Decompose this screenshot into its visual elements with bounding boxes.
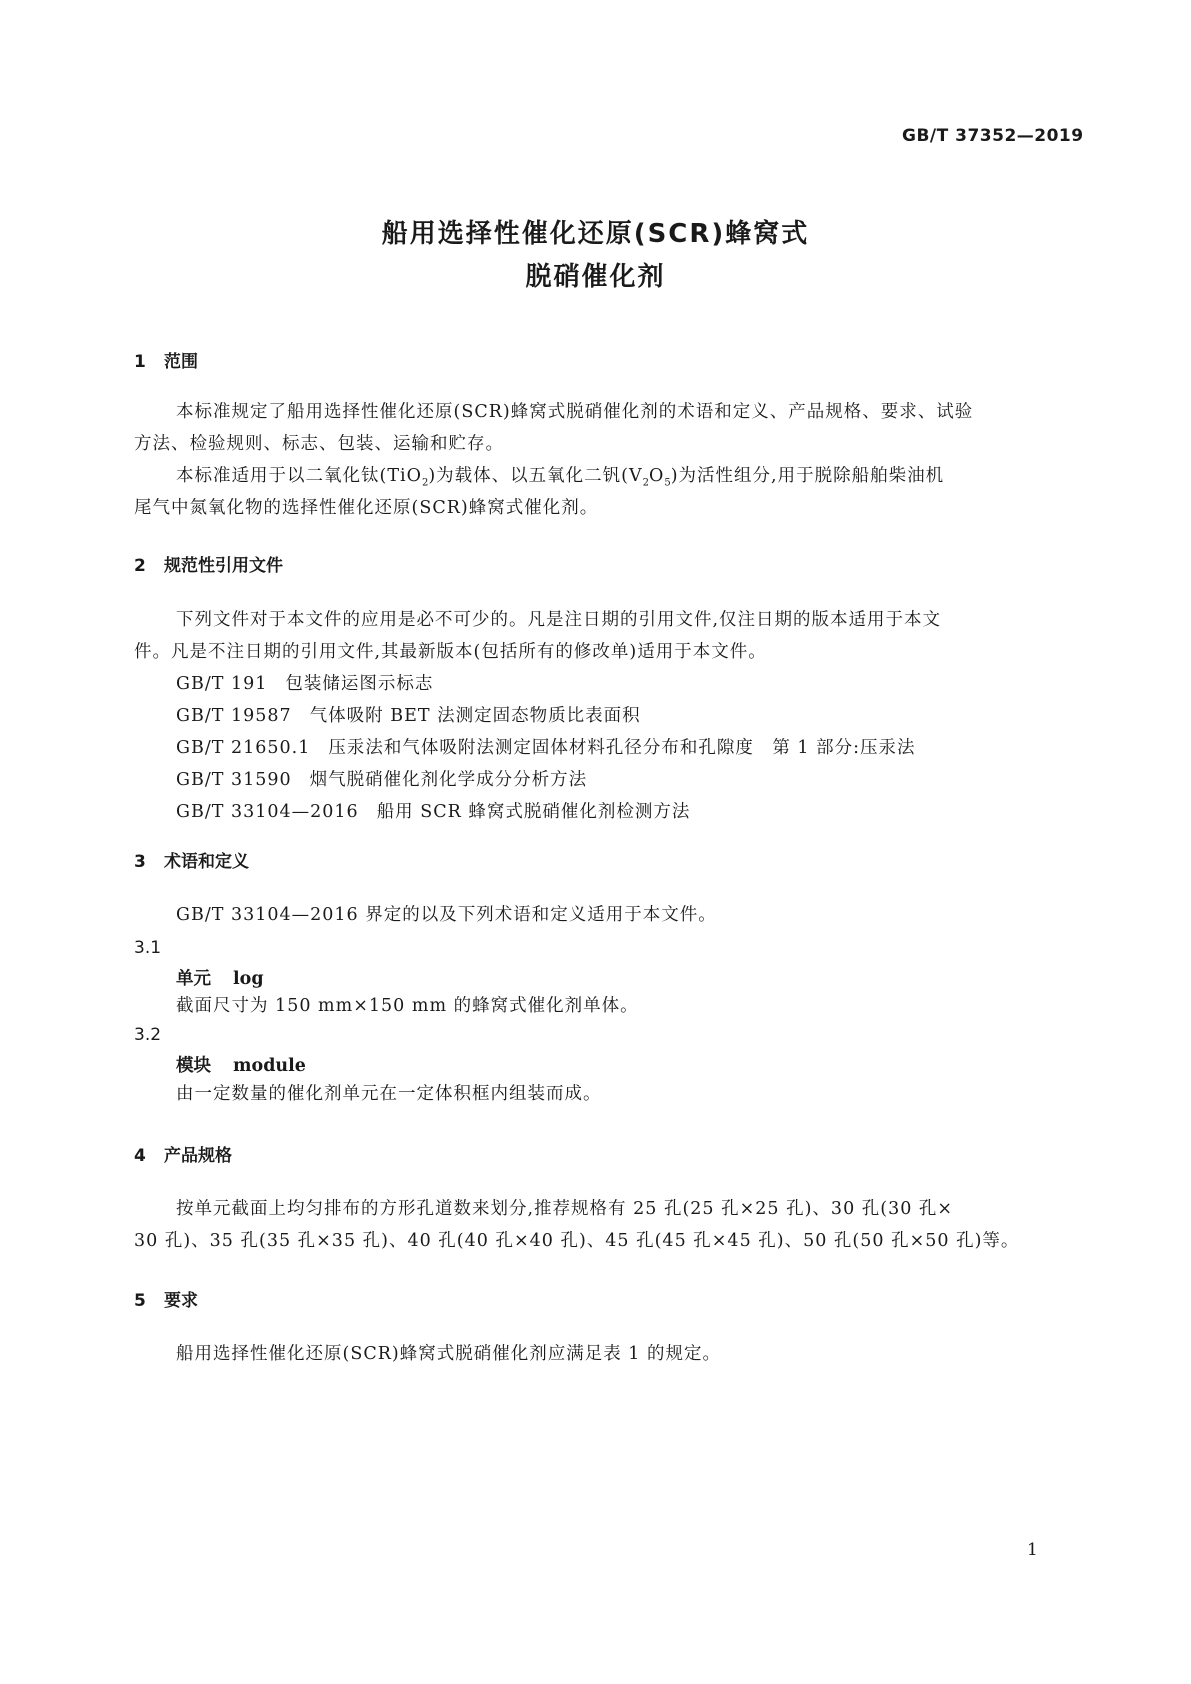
section-3-heading (134, 847, 249, 872)
section-title: 规范性引用文件 (164, 556, 283, 576)
section-1-heading (134, 347, 198, 372)
term-heading (176, 965, 264, 990)
term-en: module (233, 1056, 306, 1076)
reference-title: 气体吸附 BET 法测定固态物质比表面积 (309, 706, 641, 726)
section-1-paragraph-1-cont: 方法、检验规则、标志、包装、运输和贮存。 (134, 434, 504, 454)
term-number: 3.2 (134, 1025, 162, 1045)
section-1-paragraph-2-cont: 尾气中氮氧化物的选择性催化还原(SCR)蜂窝式催化剂。 (134, 498, 599, 518)
reference-code: GB/T 33104—2016 (176, 802, 359, 822)
reference-code: GB/T 191 (176, 674, 268, 694)
section-4-paragraph-1: 按单元截面上均匀排布的方形孔道数来划分,推荐规格有 25 孔(25 孔×25 孔)、30 孔(30 孔× (176, 1199, 954, 1219)
term-zh: 单元 (176, 969, 211, 989)
section-4-heading (134, 1141, 232, 1166)
section-3-paragraph-1: GB/T 33104—2016 界定的以及下列术语和定义适用于本文件。 (176, 905, 717, 925)
section-2-paragraph-1: 下列文件对于本文件的应用是必不可少的。凡是注日期的引用文件,仅注日期的版本适用于本文 (176, 610, 942, 630)
subscript: 2 (421, 477, 429, 489)
section-title: 范围 (164, 352, 198, 372)
term-en: log (233, 969, 264, 989)
section-5-heading (134, 1286, 198, 1311)
section-number: 1 (134, 352, 146, 372)
standard-number: GB/T 37352—2019 (902, 126, 1084, 146)
reference-title: 船用 SCR 蜂窝式脱硝催化剂检测方法 (376, 802, 691, 822)
text-run: )为载体、以五氧化二钒(V (428, 466, 643, 486)
section-4-paragraph-1-cont: 30 孔)、35 孔(35 孔×35 孔)、40 孔(40 孔×40 孔)、45 孔(45 孔×45 孔)、50 孔(50 孔×50 孔)等。 (134, 1231, 1020, 1251)
document-title-line2: 脱硝催化剂 (525, 262, 666, 292)
reference-item (176, 732, 916, 764)
reference-title: 包装储运图示标志 (285, 674, 434, 694)
term-number: 3.1 (134, 938, 162, 958)
reference-item (176, 796, 690, 828)
term-definition: 截面尺寸为 150 mm×150 mm 的蜂窝式催化剂单体。 (176, 996, 639, 1016)
section-number: 3 (134, 852, 146, 872)
reference-item (176, 668, 433, 700)
text-run: O (649, 466, 665, 486)
subscript: 5 (664, 477, 671, 489)
text-run: )为活性组分,用于脱除船舶柴油机 (670, 466, 945, 486)
reference-code: GB/T 19587 (176, 706, 292, 726)
section-5-paragraph-1: 船用选择性催化还原(SCR)蜂窝式脱硝催化剂应满足表 1 的规定。 (176, 1344, 721, 1364)
reference-item (176, 764, 587, 796)
section-number: 2 (134, 556, 146, 576)
subscript: 2 (642, 477, 649, 489)
text-run: 本标准适用于以二氧化钛(TiO (176, 466, 422, 486)
section-title: 要求 (164, 1291, 198, 1311)
reference-title: 烟气脱硝催化剂化学成分分析方法 (309, 770, 588, 790)
section-title: 产品规格 (164, 1146, 232, 1166)
section-number: 5 (134, 1291, 146, 1311)
reference-code: GB/T 21650.1 (176, 738, 311, 758)
reference-code: GB/T 31590 (176, 770, 292, 790)
reference-title: 压汞法和气体吸附法测定固体材料孔径分布和孔隙度 第 1 部分:压汞法 (328, 738, 916, 758)
section-number: 4 (134, 1146, 146, 1166)
page-number: 1 (1027, 1540, 1038, 1560)
document-title-line1: 船用选择性催化还原(SCR)蜂窝式 (381, 219, 810, 249)
term-definition: 由一定数量的催化剂单元在一定体积框内组装而成。 (176, 1084, 602, 1104)
section-1-paragraph-1: 本标准规定了船用选择性催化还原(SCR)蜂窝式脱硝催化剂的术语和定义、产品规格、要求、试验 (176, 402, 974, 422)
term-heading (176, 1052, 306, 1077)
section-2-heading (134, 551, 283, 576)
section-2-paragraph-1-cont: 件。凡是不注日期的引用文件,其最新版本(包括所有的修改单)适用于本文件。 (134, 642, 767, 662)
term-zh: 模块 (176, 1056, 211, 1076)
reference-item (176, 700, 641, 732)
section-title: 术语和定义 (164, 852, 249, 872)
